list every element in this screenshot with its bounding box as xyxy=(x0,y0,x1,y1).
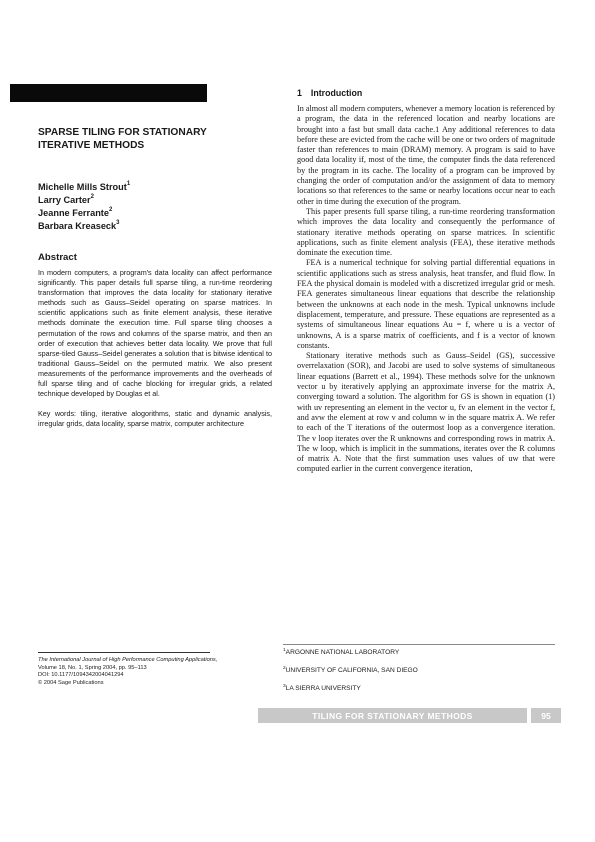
paper-title xyxy=(38,126,272,152)
author xyxy=(38,207,272,220)
journal-volume: Volume 18, No. 1, Spring 2004, pp. 95–113 xyxy=(38,664,147,671)
author-affiliation-mark: 1 xyxy=(126,180,131,187)
title-line-1: SPARSE TILING FOR STATIONARY xyxy=(38,127,207,138)
abstract-heading: Abstract xyxy=(38,252,77,263)
footnote-rule xyxy=(38,652,210,653)
section-number: 1 xyxy=(297,88,302,98)
paragraph: FEA is a numerical technique for solving partial differential equations in scientific applications such as stress analysis, heat transfer, and fluid flow. In FEA the physical domain is modeled with a discretized irregular grid or mesh. FEA generates simultaneous linear equations that describe the relationship between the unknowns at each node in the mesh. Typical unknowns include displacement, temperature, and pressure. These equations are represented as a systems of simultaneous linear equations Au = f, where u is a vector of unknowns, A is a sparse matrix of coefficients, and f is a vector of known constants. xyxy=(297,258,555,350)
author-list xyxy=(38,181,272,233)
affiliation-name: UNIVERSITY OF CALIFORNIA, SAN DIEGO xyxy=(285,667,418,675)
author-affiliation-mark: 3 xyxy=(116,219,120,226)
section-title: Introduction xyxy=(310,88,363,98)
paragraph: In almost all modern computers, whenever a memory location is referenced by a program, the data in the referenced location and nearby locations are brought into a fast but small data cache.1 Any additional references to data before these are evicted from the cache will be one or two orders of magnitude faster than references to main (DRAM) memory. A program is said to have good data locality if, most of the time, the computer finds the data referenced by the program in its cache. The locality of a program can be improved by changing the order of computation and/or the assignment of data to memory locations so that references to the same or nearby locations occur near to each other in time during the execution of the program. xyxy=(297,104,555,206)
paragraph: Stationary iterative methods such as Gauss–Seidel (GS), successive overrelaxation (SOR), and Jacobi are used to solve systems of simultaneous linear equations (Barrett et al., 1994). These methods solve for the unknown vector u by iteratively applying an approximate inverse for the matrix A, converging toward a solution. The algorithm for GS is shown in equation (1) with uv representing an element in the vector u, fv an element in the vector f, and avw the element at row v and column w in the square matrix A. We refer to each of the T iterations of the outermost loop as a convergence iteration. The v loop iterates over the R unknowns and corresponding rows in matrix A. The w loop, which is implicit in the summations, iterates over the R columns of matrix A. Note that the first summation uses values of uw that were computed earlier in the current convergence iteration, xyxy=(297,351,555,474)
author xyxy=(38,194,272,207)
author xyxy=(38,220,272,233)
affiliations xyxy=(283,648,555,703)
author xyxy=(38,181,272,194)
page-number: 95 xyxy=(541,710,551,721)
left-column xyxy=(38,126,272,429)
affiliation xyxy=(283,684,555,692)
affiliation-rule xyxy=(283,644,555,645)
affiliation-mark: 2 xyxy=(283,666,286,672)
running-head-text: TILING FOR STATIONARY METHODS xyxy=(312,710,473,721)
author-affiliation-mark: 2 xyxy=(90,193,94,200)
body-text xyxy=(297,104,555,475)
author-affiliation-mark: 2 xyxy=(108,206,113,213)
author-name: Jeanne Ferrante xyxy=(38,208,109,218)
affiliation xyxy=(283,666,555,674)
doi: DOI: 10.1177/1094342004041294 xyxy=(38,672,124,679)
right-column xyxy=(297,88,555,475)
abstract-text: In modern computers, a program's data locality can affect performance significantly. This paper details full sparse tiling, a run-time reordering transformation that improves the data locality for stationary iterative methods such as Gauss–Seidel operating on sparse matrices. In scientific applications such as finite element analysis, these iterative methods dominate the execution time. Full sparse tiling chooses a permutation of the rows and columns of the sparse matrix, and then an order of execution that achieves better data locality. We prove that full sparse-tiled Gauss–Seidel generates a solution that is bitwise identical to traditional Gauss–Seidel on the permuted matrix. We also present measurements of the performance improvements and the overheads of full sparse tiling and of cache blocking for irregular grids, a related technique developed by Douglas et al. xyxy=(38,268,272,399)
author-name: Michelle Mills Strout xyxy=(38,182,127,192)
page-number-box xyxy=(531,708,561,723)
keywords: Key words: tiling, iterative alogorithms, static and dynamic analysis, irregular grids, data locality, sparse matrix, computer architecture xyxy=(38,409,272,429)
affiliation-name: ARGONNE NATIONAL LABORATORY xyxy=(285,649,400,657)
affiliation-mark: 1 xyxy=(283,648,286,653)
publication-footnote xyxy=(38,657,268,687)
copyright: © 2004 Sage Publications xyxy=(38,679,104,686)
section-heading xyxy=(297,88,555,98)
running-head xyxy=(258,708,527,723)
author-name: Larry Carter xyxy=(38,195,91,205)
paragraph: This paper presents full sparse tiling, a run-time reordering transformation which improves the data locality and consequently the performance of stationary iterative methods operating on sparse matrices. In scientific applications, such as finite element analysis (FEA), these iterative methods dominate the execution time. xyxy=(297,206,555,258)
author-name: Barbara Kreaseck xyxy=(38,221,117,231)
affiliation xyxy=(283,648,555,656)
header-black-bar xyxy=(10,84,207,102)
affiliation-name: LA SIERRA UNIVERSITY xyxy=(285,685,361,693)
title-line-2: ITERATIVE METHODS xyxy=(38,140,145,151)
affiliation-mark: 3 xyxy=(283,684,286,690)
journal-name: The International Journal of High Performance Computing Applications, xyxy=(38,657,218,663)
